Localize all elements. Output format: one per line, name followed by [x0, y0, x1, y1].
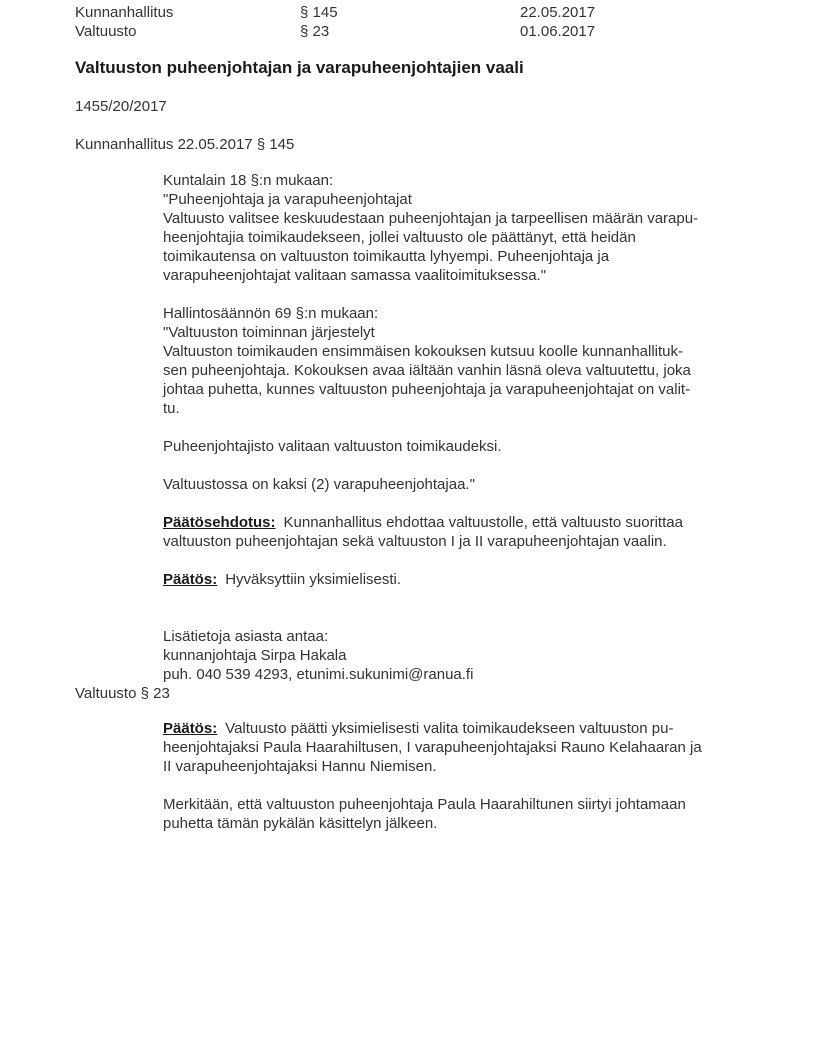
- paragraph: [163, 627, 798, 684]
- paragraph: [163, 795, 798, 833]
- decision-label: Päätös:: [163, 720, 218, 737]
- text-line: sen puheenjohtaja. Kokouksen avaa iältään vanhin läsnä oleva valtuutettu, joka: [163, 362, 691, 379]
- text-line: Valtuusto valitsee keskuudestaan puheenjohtajan ja tarpeellisen määrän varapu-: [163, 210, 699, 227]
- header-row: [75, 22, 798, 41]
- text-line: tu.: [163, 400, 180, 417]
- text-line: valtuuston puheenjohtajan sekä valtuuston I ja II varapuheenjohtajan vaalin.: [163, 533, 667, 550]
- text-line: Valtuustossa on kaksi (2) varapuheenjohtajaa.": [163, 476, 475, 493]
- text-line: Puheenjohtajisto valitaan valtuuston toimikaudeksi.: [163, 438, 502, 455]
- text-line: Päätös: Valtuusto päätti yksimielisesti valita toimikaudekseen valtuuston pu-: [163, 720, 674, 737]
- header-section-ref: § 145: [300, 4, 338, 21]
- text-line: varapuheenjohtajat valitaan samassa vaalitoimituksessa.": [163, 267, 547, 284]
- doc-header: [75, 3, 798, 41]
- paragraph: [163, 570, 798, 589]
- text-line: Päätös: Hyväksyttiin yksimielisesti.: [163, 571, 402, 588]
- paragraph: [163, 437, 798, 456]
- paragraph: [163, 513, 798, 551]
- paragraph: [163, 719, 798, 776]
- text-line: Hallintosäännön 69 §:n mukaan:: [163, 305, 379, 322]
- text-line: heenjohtajia toimikaudekseen, jollei valtuusto ole päättänyt, että heidän: [163, 229, 636, 246]
- doc-section: [75, 135, 798, 684]
- paragraph: [163, 475, 798, 494]
- header-row: [75, 3, 798, 22]
- text-line: "Valtuuston toiminnan järjestelyt: [163, 324, 375, 341]
- paragraph: [163, 304, 798, 418]
- text-line: Kuntalain 18 §:n mukaan:: [163, 172, 334, 189]
- section-heading: Valtuusto § 23: [75, 685, 170, 702]
- decision-label: Päätösehdotus:: [163, 514, 276, 531]
- text-line: kunnanjohtaja Sirpa Hakala: [163, 647, 347, 664]
- section-body: [163, 719, 798, 833]
- text-line: Merkitään, että valtuuston puheenjohtaja Paula Haarahiltunen siirtyi johtamaan: [163, 796, 686, 813]
- section-heading: Kunnanhallitus 22.05.2017 § 145: [75, 136, 295, 153]
- text-line: II varapuheenjohtajaksi Hannu Niemisen.: [163, 758, 437, 775]
- text-line: Valtuuston toimikauden ensimmäisen kokouksen kutsuu koolle kunnanhallituk-: [163, 343, 684, 360]
- header-date: 01.06.2017: [520, 23, 596, 40]
- text-line: toimikautensa on valtuuston toimikautta lyhyempi. Puheenjohtaja ja: [163, 248, 610, 265]
- text-line: johtaa puhetta, kunnes valtuuston puheenjohtaja ja varapuheenjohtajat on valit-: [163, 381, 691, 398]
- text-line: puhetta tämän pykälän käsittelyn jälkeen.: [163, 815, 438, 832]
- paragraph: [163, 171, 798, 285]
- header-body-name: Kunnanhallitus: [75, 4, 174, 21]
- header-section-ref: § 23: [300, 23, 330, 40]
- doc-section: [75, 684, 798, 833]
- text-line: puh. 040 539 4293, etunimi.sukunimi@ranua.fi: [163, 666, 474, 683]
- header-body-name: Valtuusto: [75, 23, 137, 40]
- section-body: [163, 171, 798, 684]
- text-line: Päätösehdotus: Kunnanhallitus ehdottaa valtuustolle, että valtuusto suorittaa: [163, 514, 683, 531]
- decision-label: Päätös:: [163, 571, 218, 588]
- doc-body: [75, 135, 798, 833]
- text-line: heenjohtajaksi Paula Haarahiltusen, I varapuheenjohtajaksi Rauno Kelahaaran ja: [163, 739, 702, 756]
- text-line: "Puheenjohtaja ja varapuheenjohtajat: [163, 191, 412, 208]
- text-line: Lisätietoja asiasta antaa:: [163, 628, 329, 645]
- doc-title: Valtuuston puheenjohtajan ja varapuheenjohtajien vaali: [75, 58, 524, 77]
- case-number: 1455/20/2017: [75, 98, 167, 115]
- header-date: 22.05.2017: [520, 4, 596, 21]
